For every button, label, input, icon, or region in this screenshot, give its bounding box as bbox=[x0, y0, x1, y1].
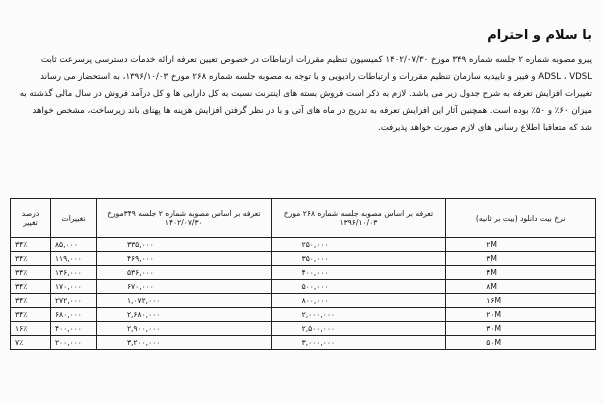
cell-change: ۱۱۹,۰۰۰ bbox=[50, 252, 96, 266]
cell-old-tariff: ۴۰۰,۰۰۰ bbox=[271, 266, 446, 280]
cell-old-tariff: ۵۰۰,۰۰۰ bbox=[271, 280, 446, 294]
cell-old-tariff: ۳,۰۰۰,۰۰۰ bbox=[271, 336, 446, 350]
cell-speed: ۳M bbox=[446, 252, 596, 266]
cell-change: ۴۰۰,۰۰۰ bbox=[50, 322, 96, 336]
paragraph-line: شد که متعاقبا اطلاع رسانی های لازم صورت خواهد پذیرفت. bbox=[377, 123, 592, 133]
table-row bbox=[11, 322, 596, 336]
cell-new-tariff: ۳۳۵,۰۰۰ bbox=[96, 238, 271, 252]
cell-speed: ۴M bbox=[446, 266, 596, 280]
cell-change: ۲۷۲,۰۰۰ bbox=[50, 294, 96, 308]
cell-old-tariff: ۸۰۰,۰۰۰ bbox=[271, 294, 446, 308]
cell-percent: ۷٪ bbox=[11, 336, 51, 350]
cell-speed: ۸M bbox=[446, 280, 596, 294]
cell-speed: ۲۰M bbox=[446, 308, 596, 322]
cell-new-tariff: ۵۳۶,۰۰۰ bbox=[96, 266, 271, 280]
cell-new-tariff: ۲,۹۰۰,۰۰۰ bbox=[96, 322, 271, 336]
cell-old-tariff: ۲,۵۰۰,۰۰۰ bbox=[271, 322, 446, 336]
header-speed: نرخ بیت دانلود (بیت بر ثانیه) bbox=[446, 199, 596, 238]
table-row bbox=[11, 294, 596, 308]
cell-percent: ۳۴٪ bbox=[11, 266, 51, 280]
cell-change: ۱۷۰,۰۰۰ bbox=[50, 280, 96, 294]
header-change: تغییرات bbox=[50, 199, 96, 238]
paragraph-line: میزان ۶۰٪ و ۵۰٪ بوده است. همچنین آثار این افزایش تعرفه به تدریج در ماه های آتی و با در نظر گرفتن افزایش هزینه ها پهنای باند زیرساخت، مشخص خواهد bbox=[32, 106, 592, 116]
table-row bbox=[11, 308, 596, 322]
cell-change: ۱۳۶,۰۰۰ bbox=[50, 266, 96, 280]
cell-change: ۲۰۰,۰۰۰ bbox=[50, 336, 96, 350]
letter-paragraph bbox=[6, 52, 592, 137]
cell-change: ۸۵,۰۰۰ bbox=[50, 238, 96, 252]
cell-percent: ۳۴٪ bbox=[11, 238, 51, 252]
cell-percent: ۳۴٪ bbox=[11, 308, 51, 322]
cell-percent: ۳۴٪ bbox=[11, 280, 51, 294]
cell-percent: ۱۶٪ bbox=[11, 322, 51, 336]
cell-new-tariff: ۲,۶۸۰,۰۰۰ bbox=[96, 308, 271, 322]
cell-old-tariff: ۲۵۰,۰۰۰ bbox=[271, 238, 446, 252]
cell-new-tariff: ۳,۲۰۰,۰۰۰ bbox=[96, 336, 271, 350]
tariff-table bbox=[10, 198, 596, 350]
cell-speed: ۲M bbox=[446, 238, 596, 252]
table-row bbox=[11, 252, 596, 266]
header-old-tariff: تعرفه بر اساس مصوبه جلسه شماره ۲۶۸ مورخ ۱۳۹۶/۱۰/۰۳ bbox=[271, 199, 446, 238]
cell-speed: ۵۰M bbox=[446, 336, 596, 350]
paragraph-line: پیرو مصوبه شماره ۲ جلسه شماره ۳۴۹ مورخ ۱۴۰۲/۰۷/۳۰ کمیسیون تنظیم مقررات ارتباطات در خصوص تعیین تعرفه ارائه خدمات دسترسی پرسرعت ثابت bbox=[40, 55, 592, 65]
paragraph-line: ADSL ، VDSL و فیبر و تاییدیه سازمان تنظیم مقررات و ارتباطات رادیویی و با توجه به مصوبه جلسه شماره ۲۶۸ مورخ ۱۳۹۶/۱۰/۰۳، به استحضار می رساند bbox=[40, 72, 592, 82]
table-row bbox=[11, 280, 596, 294]
cell-percent: ۳۴٪ bbox=[11, 252, 51, 266]
cell-new-tariff: ۴۶۹,۰۰۰ bbox=[96, 252, 271, 266]
table-row bbox=[11, 336, 596, 350]
cell-new-tariff: ۱,۰۷۲,۰۰۰ bbox=[96, 294, 271, 308]
table-header-row bbox=[11, 199, 596, 238]
table-row bbox=[11, 238, 596, 252]
cell-change: ۶۸۰,۰۰۰ bbox=[50, 308, 96, 322]
cell-old-tariff: ۳۵۰,۰۰۰ bbox=[271, 252, 446, 266]
cell-speed: ۱۶M bbox=[446, 294, 596, 308]
cell-speed: ۳۰M bbox=[446, 322, 596, 336]
header-percent: درصد تغییر bbox=[11, 199, 51, 238]
header-new-tariff: تعرفه بر اساس مصوبه شماره ۲ جلسه ۳۴۹مورخ ۱۴۰۲/۰۷/۳۰ bbox=[96, 199, 271, 238]
cell-percent: ۳۴٪ bbox=[11, 294, 51, 308]
greeting: با سلام و احترام bbox=[487, 28, 592, 43]
cell-old-tariff: ۲,۰۰۰,۰۰۰ bbox=[271, 308, 446, 322]
paragraph-line: تغییرات افزایش تعرفه به شرح جدول زیر می باشد. لازم به ذکر است فروش بسته های اینترنت نسبت به کل دارایی ها و کل درآمد فروش در سال مالی گذشته به bbox=[19, 89, 592, 99]
cell-new-tariff: ۶۷۰,۰۰۰ bbox=[96, 280, 271, 294]
table-row bbox=[11, 266, 596, 280]
